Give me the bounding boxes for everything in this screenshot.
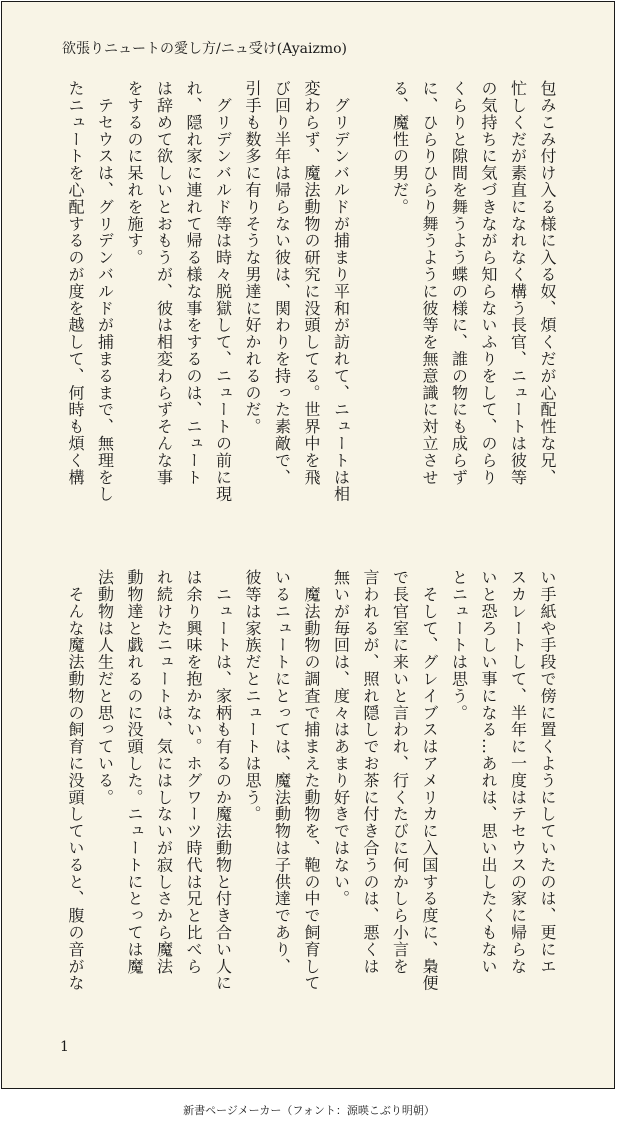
text-column: い手紙や手段で傍に置くようにしていたのは、更にエ	[538, 569, 557, 975]
text-block-upper	[52, 80, 562, 534]
text-column: いるニュートにとっては、魔法動物は子供達であり、	[272, 569, 292, 975]
text-column	[356, 80, 386, 534]
text-column: 魔法動物の調査で捕まえた動物を、鞄の中で飼育して	[302, 569, 321, 992]
text-column: スカレートして、半年に一度はテセウスの家に帰らな	[508, 569, 528, 975]
document-page	[1, 1, 615, 1089]
text-column: は辞めて欲しいとおもうが、彼は相変わらずそんな事	[154, 80, 174, 486]
text-column: は余り興味を抱かない。ホグワーツ時代は兄と比べら	[184, 569, 203, 975]
text-column: 彼等は家族だとニュートは思う。	[243, 569, 262, 823]
text-column: 引手も数多に有りそうな男達に好かれるのだ。	[243, 80, 262, 435]
text-column: に、ひらりひらり舞うように彼等を無意識に対立させ	[420, 80, 439, 486]
text-column: とニュートは思う。	[449, 569, 469, 722]
text-column: び回り半年は帰らない彼は、関わりを持った素敵で、	[272, 80, 292, 486]
text-column: る、魔性の男だ。	[390, 80, 410, 216]
text-column: いと恐ろしい事になる…あれは、思い出したくもない	[479, 569, 498, 975]
text-column: グリデンバルド等は時々脱獄して、ニュートの前に現	[213, 80, 233, 503]
text-column: 変わらず、魔法動物の研究に没頭してる。世界中を飛	[302, 80, 321, 486]
text-column: 包みこみ付け入る様に入る奴、煩くだが心配性な兄、	[538, 80, 557, 486]
text-column: 法動物は人生だと思っている。	[95, 569, 115, 806]
text-column: そんな魔法動物の飼育に没頭していると、腹の音がな	[66, 569, 85, 992]
text-column: れ、隠れ家に連れて帰る様な事をするのは、ニュート	[184, 80, 203, 486]
text-column: をするのに呆れを施す。	[125, 80, 144, 266]
text-column: グリデンバルドが捕まり平和が訪れて、ニュートは相	[331, 80, 351, 503]
page-number: 1	[60, 1039, 69, 1055]
text-column: 忙しくだが素直になれなく構う長官、ニュートは彼等	[508, 80, 528, 486]
text-column: テセウスは、グリデンバルドが捕まるまで、無理をし	[95, 80, 115, 503]
text-column: たニュートを心配するのが度を越して、何時も煩く構	[66, 80, 85, 486]
text-block-lower	[52, 569, 562, 1023]
text-column: くらりと隙間を舞うよう蝶の様に、誰の物にも成らず	[449, 80, 469, 486]
text-column: 言われるが、照れ隠しでお茶に付き合うのは、悪くは	[361, 569, 380, 975]
text-column: 動物達と戯れるのに没頭した。ニュートにとっては魔	[125, 569, 144, 975]
text-column: そして、グレイブスはアメリカに入国する度に、梟便	[420, 569, 439, 992]
text-column: れ続けたニュートは、気にはしないが寂しさから魔法	[154, 569, 174, 975]
text-column: ニュートは、家柄も有るのか魔法動物と付き合い人に	[213, 569, 233, 992]
page-title: 欲張りニュートの愛し方/ニュ受け(Ayaizmo)	[62, 41, 347, 57]
text-column: で長官室に来いと言われ、行くたびに何かしら小言を	[390, 569, 410, 975]
text-column: 無いが毎回は、度々はあまり好きではない。	[331, 569, 351, 907]
text-column: の気持ちに気づきながら知らないふりをして、のらり	[479, 80, 498, 486]
footer-credit: 新書ページメーカー（フォント：源暎こぶり明朝）	[183, 1104, 435, 1117]
